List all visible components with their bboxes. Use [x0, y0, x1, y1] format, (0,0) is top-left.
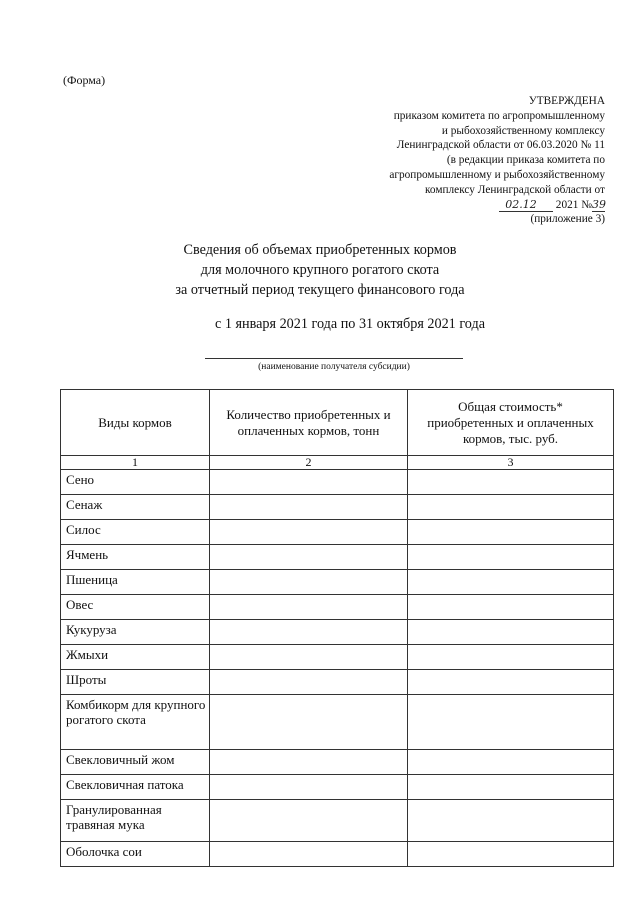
column-number: 3 [408, 456, 614, 470]
feed-name: Овес [61, 595, 210, 620]
feed-name: Ячмень [61, 545, 210, 570]
cost-cell[interactable] [408, 520, 614, 545]
feed-name: Сенаж [61, 495, 210, 520]
table-row [61, 595, 614, 620]
table-row [61, 570, 614, 595]
table-row [61, 520, 614, 545]
table-row [61, 545, 614, 570]
quantity-cell[interactable] [210, 750, 408, 775]
approval-line: и рыбохозяйственному комплексу [441, 124, 605, 137]
cost-cell[interactable] [408, 570, 614, 595]
quantity-cell[interactable] [210, 695, 408, 750]
quantity-cell[interactable] [210, 570, 408, 595]
table-header-row [61, 390, 614, 456]
header-quantity: Количество приобретенных и оплаченных кормов, тонн [210, 390, 408, 456]
feed-name: Оболочка сои [61, 842, 210, 867]
quantity-cell[interactable] [210, 800, 408, 842]
feed-name: Силос [61, 520, 210, 545]
header-cost: Общая стоимость* приобретенных и оплаченных кормов, тыс. руб. [408, 390, 614, 456]
feed-name: Сено [61, 470, 210, 495]
column-number-row [61, 456, 614, 470]
title-line: для молочного крупного рогатого скота [200, 262, 440, 278]
approval-title: УТВЕРЖДЕНА [528, 95, 605, 107]
quantity-cell[interactable] [210, 775, 408, 800]
recipient-caption: (наименование получателя субсидии) [258, 362, 410, 372]
handwritten-number: 39 [592, 197, 606, 211]
table-row [61, 645, 614, 670]
document-title [0, 240, 635, 300]
cost-cell[interactable] [408, 695, 614, 750]
cost-cell[interactable] [408, 800, 614, 842]
feed-name: Кукуруза [61, 620, 210, 645]
cost-cell[interactable] [408, 470, 614, 495]
feed-name: Комбикорм для крупного рогатого скота [61, 695, 210, 750]
form-label: (Форма) [63, 73, 106, 87]
cost-cell[interactable] [408, 670, 614, 695]
date-underline [543, 199, 553, 212]
table-row [61, 620, 614, 645]
cost-cell[interactable] [408, 545, 614, 570]
feed-table [60, 389, 614, 867]
approval-line: Ленинградской области от 06.03.2020 № 11 [396, 139, 605, 152]
quantity-cell[interactable] [210, 595, 408, 620]
approval-year: 2021 № [555, 198, 592, 211]
feed-name: Жмыхи [61, 645, 210, 670]
feed-name: Пшеница [61, 570, 210, 595]
quantity-cell[interactable] [210, 645, 408, 670]
approval-line: агропромышленному и рыбохозяйственному [389, 168, 605, 181]
feed-name: Свекловичный жом [61, 750, 210, 775]
cost-cell[interactable] [408, 842, 614, 867]
reporting-period: с 1 января 2021 года по 31 октября 2021 года [215, 316, 485, 332]
feed-name: Свекловичная патока [61, 775, 210, 800]
approval-block [305, 94, 605, 227]
recipient-name-line [205, 358, 463, 359]
table-row [61, 470, 614, 495]
approval-line: комплексу Ленинградской области от [425, 183, 605, 196]
quantity-cell[interactable] [210, 842, 408, 867]
quantity-cell[interactable] [210, 670, 408, 695]
column-number: 2 [210, 456, 408, 470]
quantity-cell[interactable] [210, 520, 408, 545]
table-row [61, 775, 614, 800]
feed-name: Гранулированная травяная мука [61, 800, 210, 842]
approval-appendix: (приложение 3) [530, 213, 605, 226]
table-row [61, 842, 614, 867]
cost-cell[interactable] [408, 750, 614, 775]
header-feed-type: Виды кормов [61, 390, 210, 456]
cost-cell[interactable] [408, 620, 614, 645]
feed-name: Шроты [61, 670, 210, 695]
handwritten-date: 02.12 [499, 199, 543, 212]
cost-cell[interactable] [408, 495, 614, 520]
column-number: 1 [61, 456, 210, 470]
cost-cell[interactable] [408, 645, 614, 670]
quantity-cell[interactable] [210, 470, 408, 495]
approval-line: (в редакции приказа комитета по [446, 154, 605, 167]
table-row [61, 495, 614, 520]
table-row [61, 750, 614, 775]
title-line: Сведения об объемах приобретенных кормов [183, 242, 457, 258]
approval-date-line [305, 198, 605, 213]
cost-cell[interactable] [408, 775, 614, 800]
quantity-cell[interactable] [210, 495, 408, 520]
cost-cell[interactable] [408, 595, 614, 620]
title-line: за отчетный период текущего финансового года [175, 282, 465, 298]
table-row [61, 670, 614, 695]
table-row [61, 695, 614, 750]
quantity-cell[interactable] [210, 620, 408, 645]
table-row [61, 800, 614, 842]
quantity-cell[interactable] [210, 545, 408, 570]
approval-line: приказом комитета по агропромышленному [393, 109, 605, 122]
